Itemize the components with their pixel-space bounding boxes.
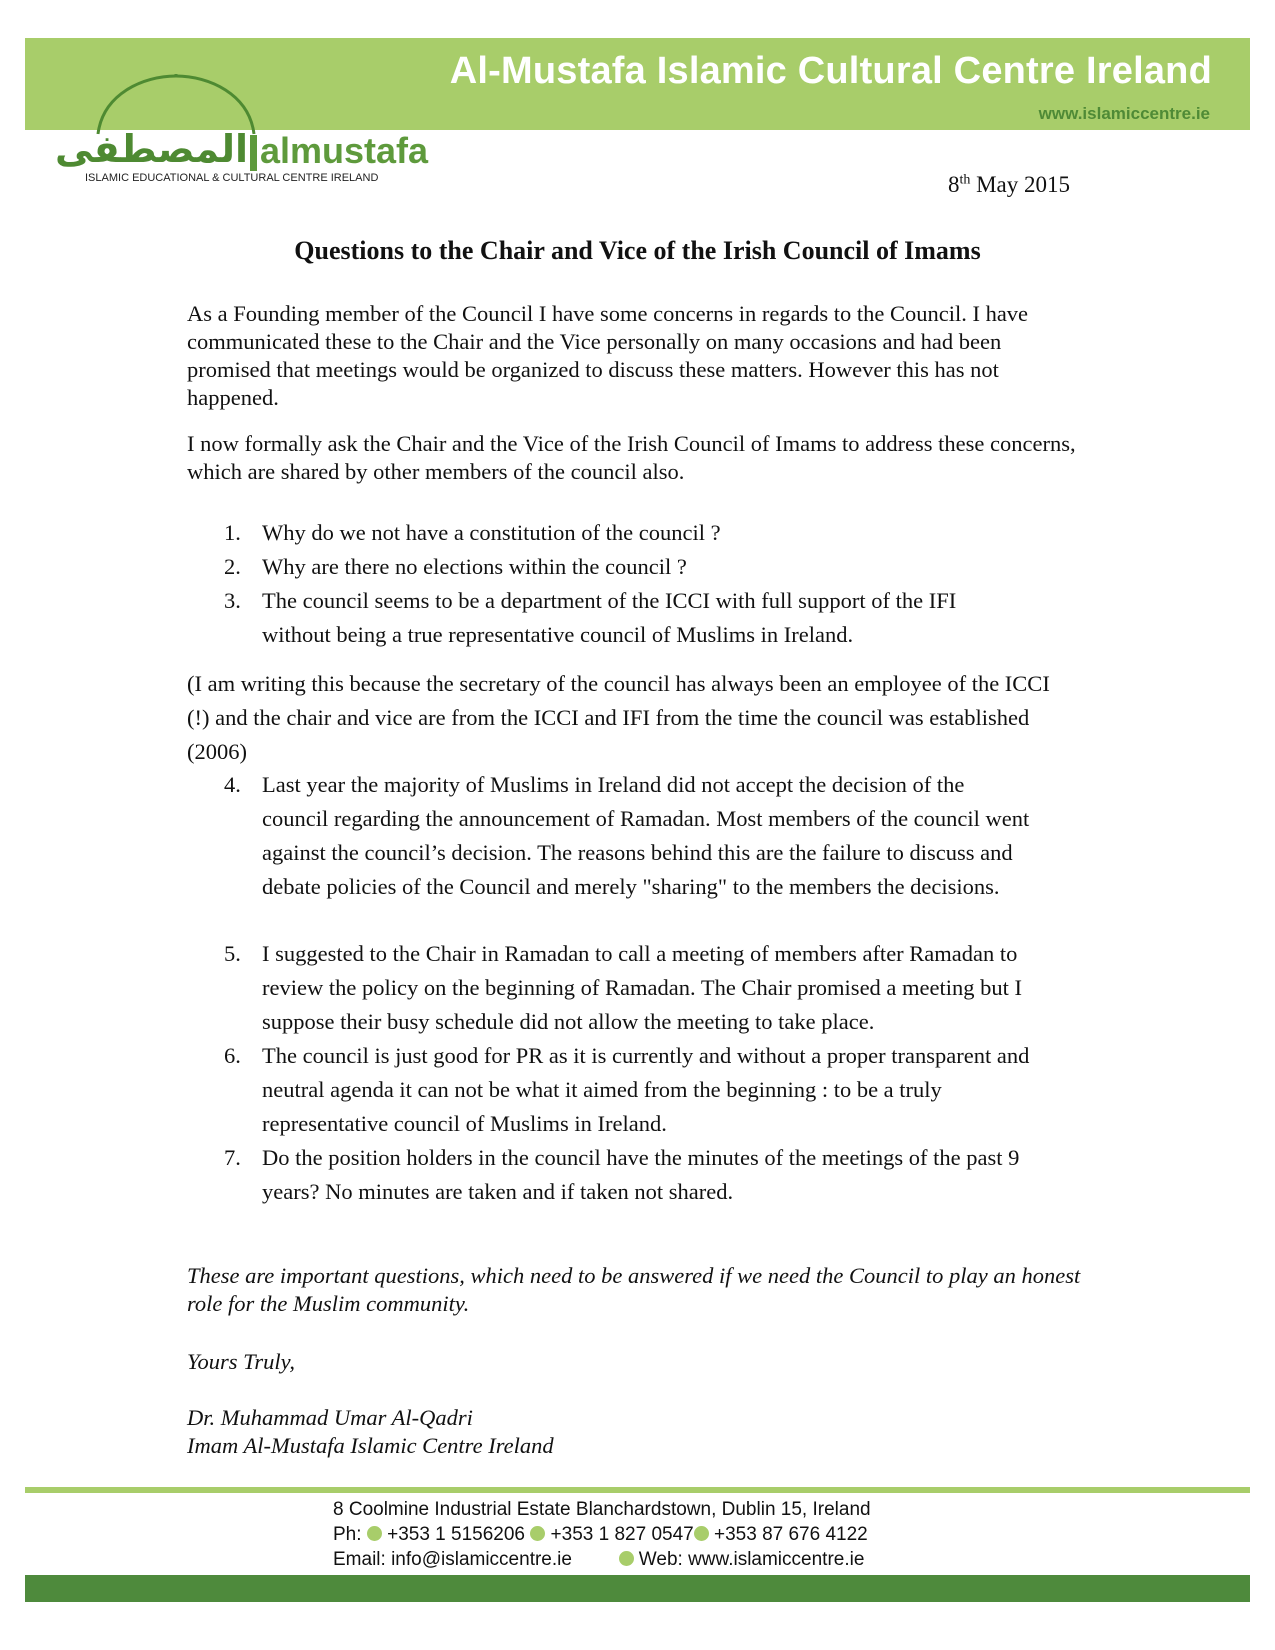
web-link[interactable]: www.islamiccentre.ie	[688, 1549, 865, 1570]
email-label: Email:	[333, 1549, 386, 1570]
intro-paragraph: As a Founding member of the Council I have some concerns in regards to the Council. I have communicated these to the Chair and the Vice personally on many occasions and had been promised that meetings would be organized to discuss these matters. However this has not happened.	[187, 301, 1029, 410]
signer-name: Dr. Muhammad Umar Al-Qadri	[187, 1405, 473, 1430]
question-text: I suggested to the Chair in Ramadan to call a meeting of members after Ramadan to review the policy on the beginning of Ramadan. The Chair promised a meeting but I suppose their busy schedule did not allow the meeting to take place.	[262, 941, 1023, 1034]
logo-tagline: ISLAMIC EDUCATIONAL & CULTURAL CENTRE IRELAND	[85, 172, 379, 184]
question-number: 2.	[224, 554, 241, 579]
phone-number: +353 1 5156206	[387, 1524, 525, 1545]
footer-online	[333, 1547, 871, 1572]
question-number: 6.	[224, 1043, 241, 1068]
question-number: 1.	[224, 520, 241, 545]
contact-footer	[333, 1497, 871, 1572]
question-text: Why are there no elections within the council ?	[262, 554, 687, 579]
bullet-dot-icon	[694, 1526, 709, 1541]
question-text: Why do we not have a constitution of the council ?	[262, 520, 721, 545]
phone-number: +353 1 827 0547	[550, 1524, 694, 1545]
logo-latin-text: almustafa	[260, 130, 429, 171]
web-label: Web:	[638, 1549, 683, 1570]
signer-title: Imam Al-Mustafa Islamic Centre Ireland	[187, 1433, 554, 1458]
logo-divider	[250, 135, 257, 171]
question-number: 3.	[224, 588, 241, 613]
date-suffix: th	[959, 172, 971, 188]
email-link[interactable]: info@islamiccentre.ie	[391, 1549, 572, 1570]
phone-number: +353 87 676 4122	[714, 1524, 868, 1545]
question-number: 5.	[224, 941, 241, 966]
letter-date	[948, 172, 1070, 198]
question-number: 4.	[224, 772, 241, 797]
salutation: Yours Truly,	[187, 1349, 295, 1374]
header-website: www.islamiccentre.ie	[1038, 104, 1210, 123]
logo-arabic-text: المصطفى	[54, 127, 248, 171]
organization-logo	[48, 74, 428, 186]
question-number: 7.	[224, 1145, 241, 1170]
organization-title: Al-Mustafa Islamic Cultural Centre Ireland	[449, 50, 1212, 92]
explanatory-note: (I am writing this because the secretary of the council has always been an employee of the ICCI (!) and the chair and vice are from the ICCI and IFI from the time the council was established (2006)	[187, 671, 1050, 764]
bullet-dot-icon	[530, 1526, 545, 1541]
request-paragraph: I now formally ask the Chair and the Vice of the Irish Council of Imams to address these concerns, which are shared by other members of the council also.	[187, 431, 1076, 484]
date-day: 8	[947, 172, 960, 197]
question-text: Last year the majority of Muslims in Ireland did not accept the decision of the council regarding the announcement of Ramadan. Most members of the council went against the council’s decision. The reasons behind this are the failure to discuss and debate policies of the Council and merely "sharing" to the members the decisions.	[262, 772, 1030, 899]
footer-banner	[25, 1575, 1250, 1602]
date-rest: May 2015	[976, 172, 1070, 197]
letter-title: Questions to the Chair and Vice of the Irish Council of Imams	[294, 236, 981, 265]
footer-address: 8 Coolmine Industrial Estate Blanchardstown, Dublin 15, Ireland	[333, 1499, 871, 1520]
question-text: The council is just good for PR as it is currently and without a proper transparent and neutral agenda it can not be what it aimed from the beginning : to be a truly representative council of Muslims in Ireland.	[262, 1043, 1030, 1136]
footer-phones	[333, 1522, 871, 1547]
bullet-dot-icon	[367, 1526, 382, 1541]
closing-statement: These are important questions, which need to be answered if we need the Council to play an honest role for the Muslim community.	[187, 1263, 1081, 1316]
bullet-dot-icon	[619, 1551, 634, 1566]
footer-divider	[25, 1487, 1250, 1493]
question-text: The council seems to be a department of the ICCI with full support of the IFI without being a true representative council of Muslims in Ireland.	[262, 588, 957, 647]
phone-label: Ph:	[333, 1524, 362, 1545]
question-text: Do the position holders in the council have the minutes of the meetings of the past 9 years? No minutes are taken and if taken not shared.	[262, 1145, 1020, 1204]
